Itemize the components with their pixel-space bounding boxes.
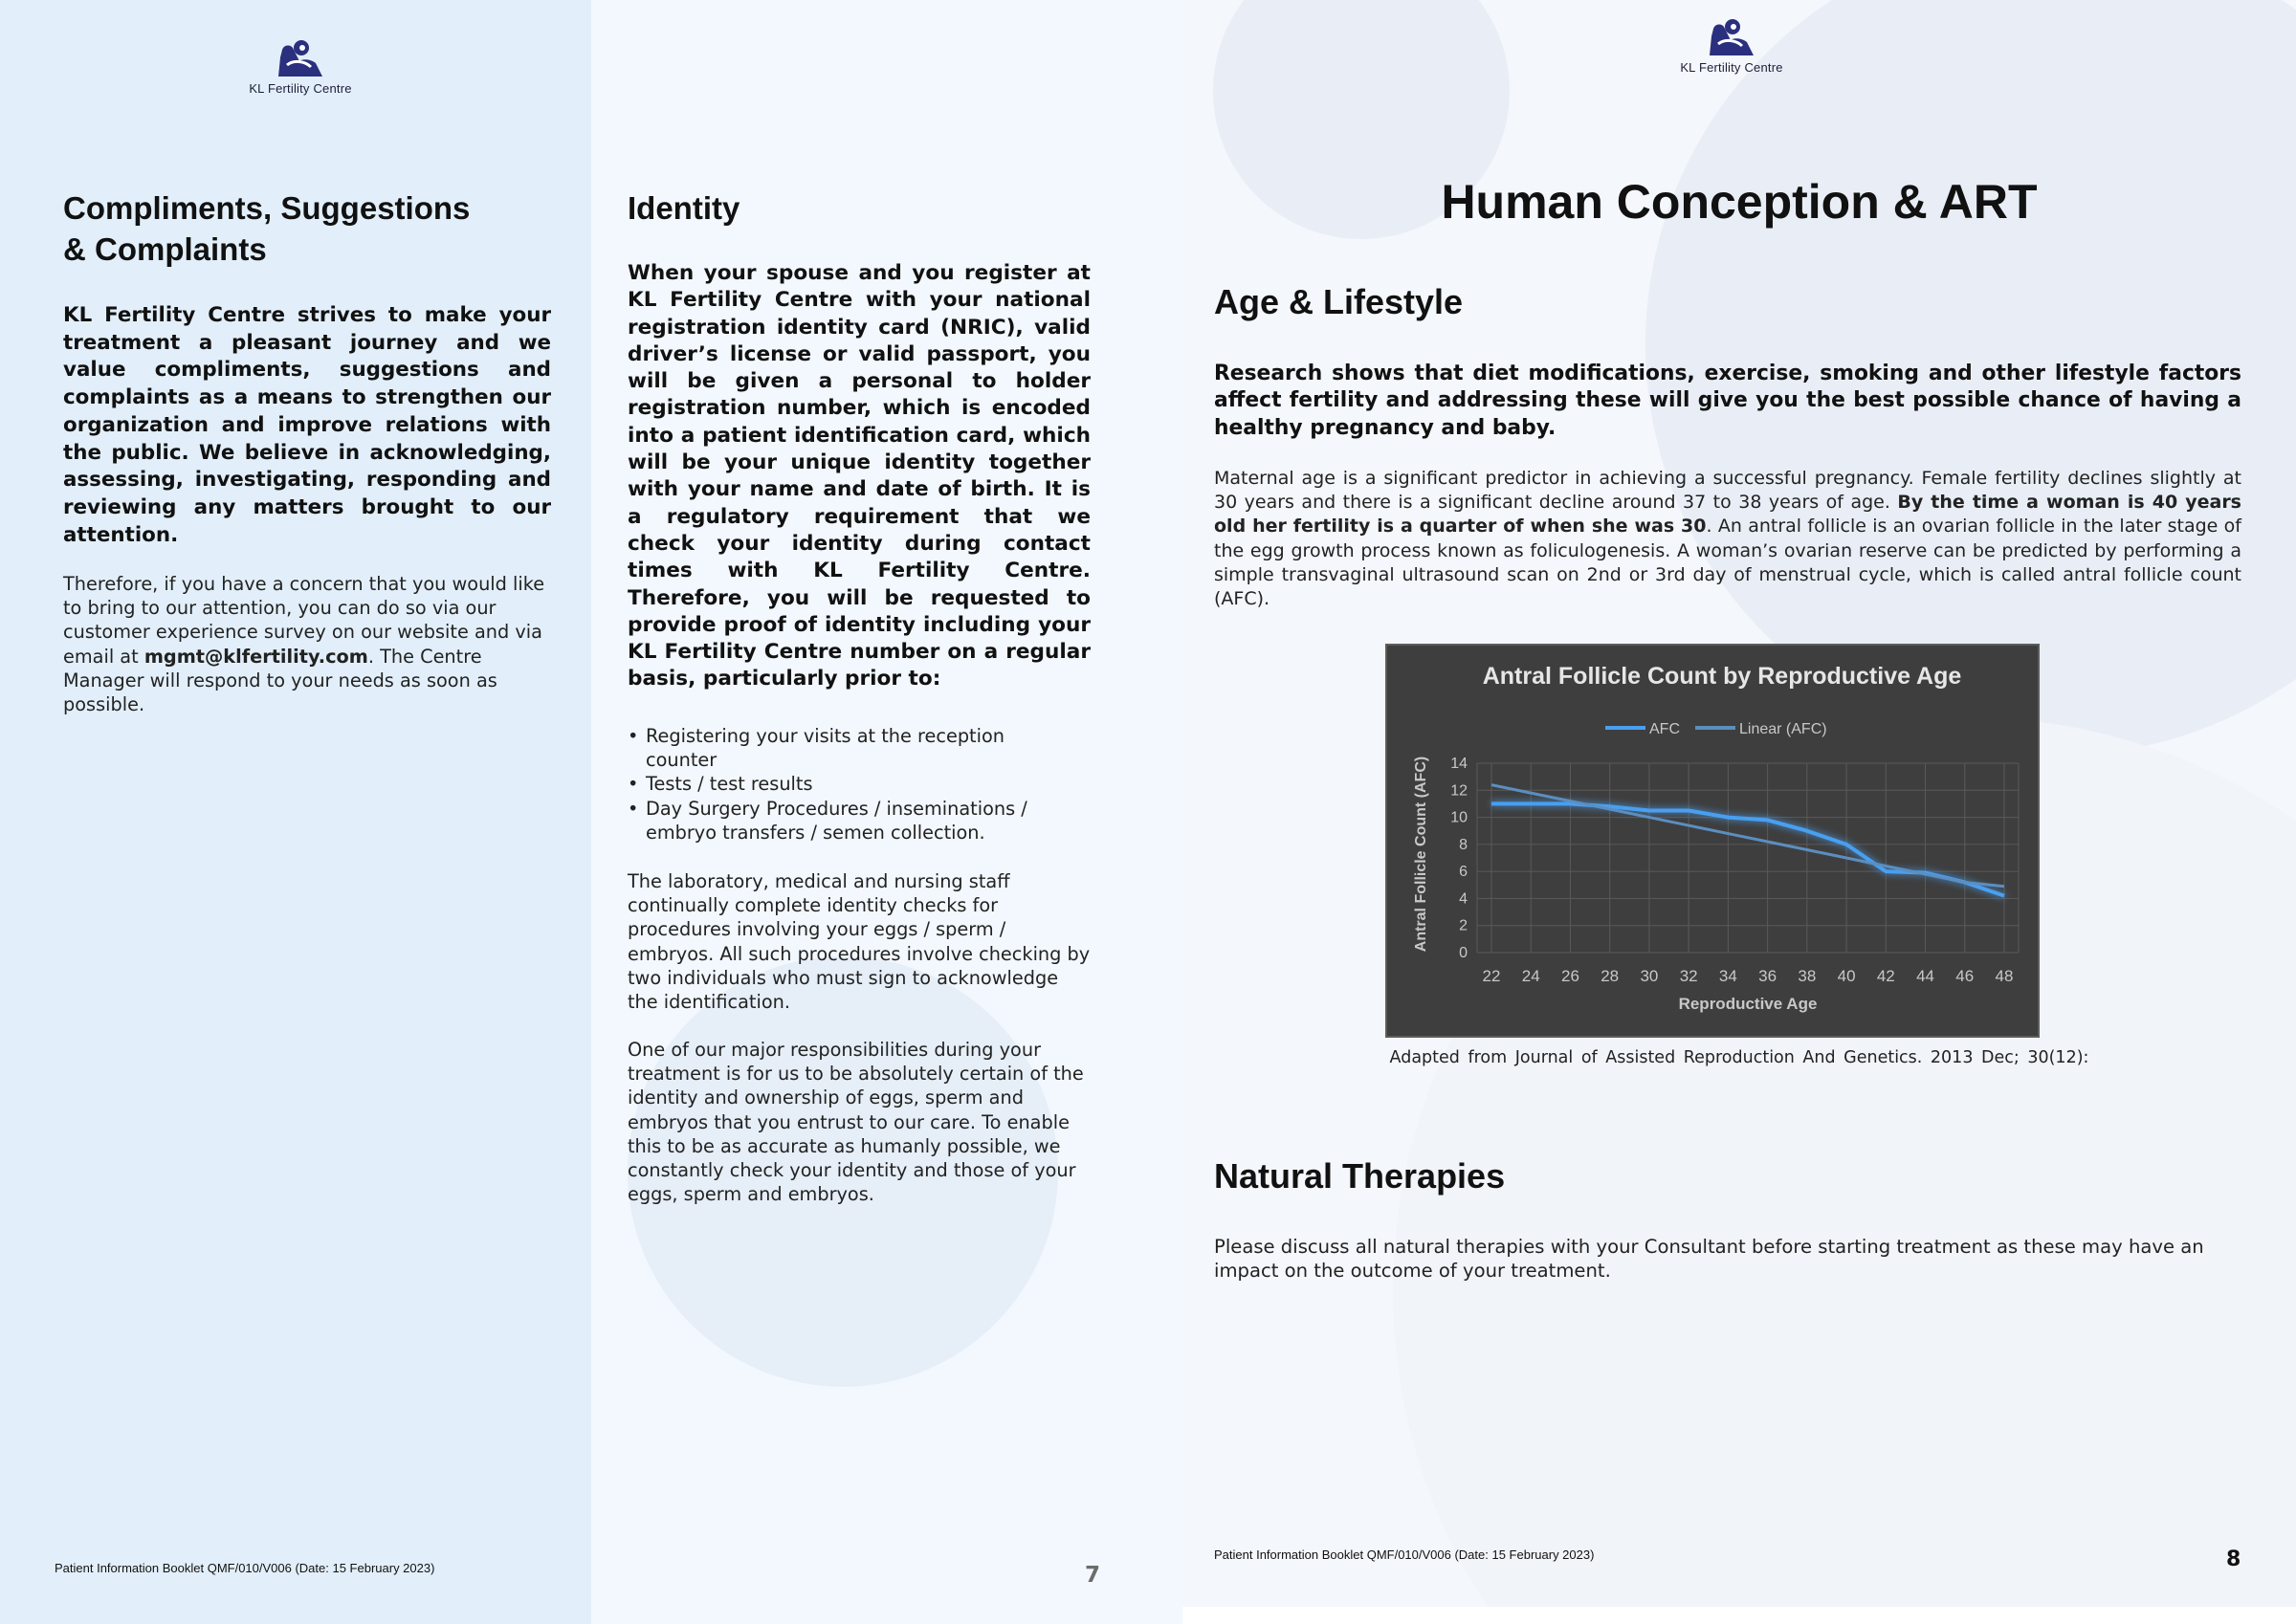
identity-intro: When your spouse and you register at KL Fertility Centre with your national registration identity card (NRIC), valid driver’s license or valid passport, you will be given a personal to holder registration number, which is encoded into a patient identification card, which will be your unique identity together with your name and date of birth. It is a regulatory requirement that we check your identity during contact times with KL Fertility Centre. Therefore, you will be requested to provide proof of identity including your KL Fertility Centre number on a regular basis, particularly prior to:	[628, 261, 1091, 691]
page-number: 7	[1085, 1563, 1101, 1588]
age-paragraph	[1214, 467, 2241, 611]
list-item: • Tests / test results	[628, 772, 1077, 796]
x-axis-label: Reproductive Age	[1678, 995, 1818, 1013]
page-number: 8	[2226, 1547, 2241, 1571]
text-run: . An antral follicle is an ovarian follicle in the later stage of the egg growth process known as foliculogenesis. A woman’s ovarian reserve can be predicted by performing a simple transvaginal ultrasound scan on 2nd or 3rd day of menstrual cycle, which is called antral follicle count (AFC).	[1214, 516, 2241, 610]
y-tick-label: 10	[1450, 809, 1468, 826]
legend-label: Linear (AFC)	[1739, 721, 1827, 737]
logo-text: KL Fertility Centre	[249, 81, 352, 96]
y-axis-label: Antral Follicle Count (AFC)	[1413, 756, 1429, 953]
x-tick-label: 36	[1758, 967, 1777, 985]
afc-chart	[1385, 644, 2040, 1038]
y-tick-label: 4	[1459, 890, 1468, 908]
y-tick-label: 14	[1450, 756, 1468, 772]
y-tick-label: 2	[1459, 917, 1468, 934]
y-tick-label: 12	[1450, 782, 1468, 800]
list-item: • Day Surgery Procedures / inseminations / embryo transfers / semen collection.	[628, 797, 1077, 845]
x-tick-label: 28	[1601, 967, 1620, 985]
y-tick-label: 0	[1459, 945, 1468, 961]
section-heading-identity: Identity	[628, 190, 740, 226]
chart-legend	[1605, 721, 1827, 737]
text-run: Therefore, if you have a concern that you would like to bring to our attention, you can do so via our customer experience survey on our website and via email at	[63, 573, 545, 668]
x-tick-label: 34	[1718, 967, 1737, 985]
y-axis-ticks	[1450, 756, 1468, 961]
legend-label: AFC	[1649, 721, 1680, 737]
compliments-intro: KL Fertility Centre strives to make your treatment a pleasant journey and we value compliments, suggestions and complaints as a means to strengthen our organization and improve relations with the public. We believe in acknowledging, assessing, investigating, responding and reviewing any matters brought to our attention.	[63, 303, 551, 547]
section-heading-age-lifestyle: Age & Lifestyle	[1214, 282, 1464, 321]
logo-text: KL Fertility Centre	[1680, 60, 1783, 75]
text-run: Maternal age is a significant predictor in achieving a successful pregnancy. Female fertility declines slightly at 30 years and there is a significant decline around 37 to 38 years of age.	[1214, 468, 2241, 514]
x-tick-label: 30	[1640, 967, 1659, 985]
identity-bullet-list	[628, 724, 1077, 845]
chart-caption: Adapted from Journal of Assisted Reproduction And Genetics. 2013 Dec; 30(12):	[1389, 1048, 2089, 1067]
x-tick-label: 26	[1561, 967, 1579, 985]
x-tick-label: 24	[1521, 967, 1540, 985]
x-tick-label: 44	[1916, 967, 1934, 985]
text-run-bold: By the time a woman is 40 years old her fertility is a quarter of when she was 30	[1214, 492, 2241, 538]
identity-paragraph-2: The laboratory, medical and nursing staff continually complete identity checks for procedures involving your eggs / sperm / embryos. All such procedures involve checking by two individuals who must sign to acknowledge the identification.	[628, 870, 1091, 1014]
natural-therapies-paragraph: Please discuss all natural therapies with your Consultant before starting treatment as these may have an impact on the outcome of your treatment.	[1214, 1236, 2204, 1283]
email-link[interactable]: mgmt@klfertility.com	[144, 645, 368, 668]
section-heading-compliments	[63, 187, 541, 270]
x-axis-ticks	[1483, 967, 2014, 985]
heading-line: Compliments, Suggestions	[63, 190, 471, 226]
list-item: • Registering your visits at the reception counter	[628, 724, 1077, 772]
logo-icon	[1704, 17, 1759, 59]
brand-logo	[1655, 17, 1808, 75]
afc-chart-svg	[1387, 646, 2038, 1036]
x-tick-label: 38	[1798, 967, 1817, 985]
chart-lines	[1491, 785, 2004, 896]
chart-grid	[1477, 763, 2019, 953]
footer-note: Patient Information Booklet QMF/010/V006 (Date: 15 February 2023)	[55, 1561, 435, 1575]
x-tick-label: 32	[1679, 967, 1698, 985]
x-tick-label: 22	[1482, 967, 1501, 985]
footer-note: Patient Information Booklet QMF/010/V006 (Date: 15 February 2023)	[1214, 1547, 1595, 1562]
x-tick-label: 48	[1995, 967, 2014, 985]
logo-icon	[273, 38, 328, 80]
text-run: . The Centre Manager will respond to your needs as soon as possible.	[63, 645, 497, 716]
chart-title: Antral Follicle Count by Reproductive Age	[1482, 663, 1962, 690]
compliments-paragraph	[63, 572, 553, 716]
identity-paragraph-3: One of our major responsibilities during your treatment is for us to be absolutely certain of the identity and ownership of eggs, sperm and embryos that you entrust to our care. To enable this to be as accurate as humanly possible, we constantly check your identity and those of your eggs, sperm and embryos.	[628, 1039, 1084, 1206]
x-tick-label: 46	[1955, 967, 1975, 985]
brand-logo	[224, 38, 377, 96]
y-tick-label: 8	[1459, 836, 1468, 853]
section-heading-natural-therapies: Natural Therapies	[1214, 1156, 1506, 1196]
page-title: Human Conception & ART	[1441, 175, 2038, 229]
x-tick-label: 40	[1837, 967, 1856, 985]
age-intro: Research shows that diet modifications, exercise, smoking and other lifestyle factors affect fertility and addressing these will give you the best possible chance of having a healthy pregnancy and baby.	[1214, 362, 2241, 440]
y-tick-label: 6	[1459, 864, 1468, 881]
x-tick-label: 42	[1876, 967, 1895, 985]
heading-line: & Complaints	[63, 231, 267, 267]
